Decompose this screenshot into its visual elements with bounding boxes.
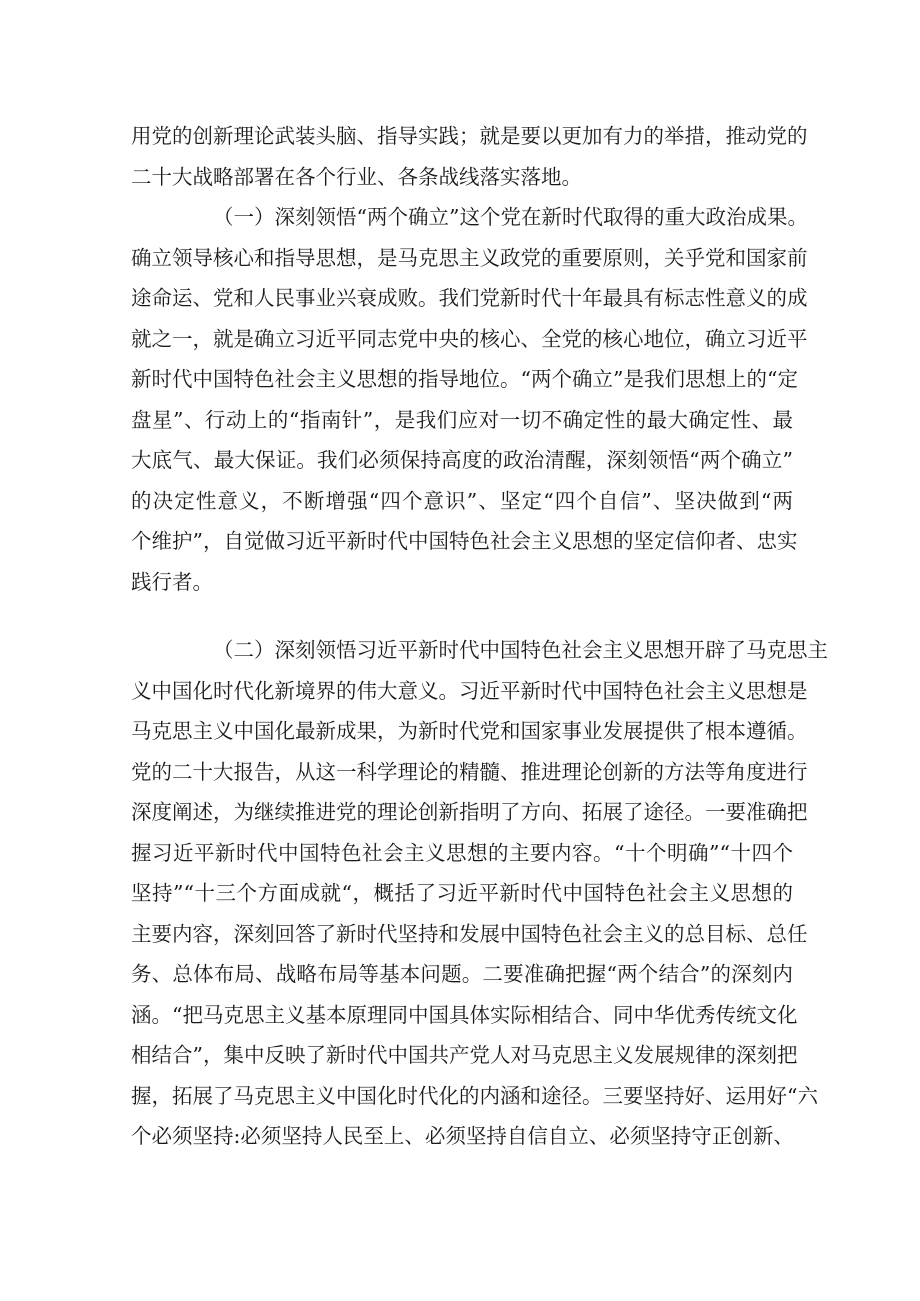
text-line: 握习近平新时代中国特色社会主义思想的主要内容。“十个明确”“十四个 bbox=[131, 840, 793, 865]
paragraph-continuation bbox=[131, 116, 808, 197]
text-line: 途命运、党和人民事业兴衰成败。我们党新时代十年最具有标志性意义的成 bbox=[131, 286, 808, 310]
paragraph-section-one bbox=[131, 197, 808, 602]
text-line: 用党的创新理论武装头脑、指导实践；就是要以更加有力的举措，推动党的 bbox=[131, 124, 808, 148]
text-line: 个维护”，自觉做习近平新时代中国特色社会主义思想的坚定信仰者、忠实 bbox=[131, 529, 798, 553]
text-line: 新时代中国特色社会主义思想的指导地位。“两个确立”是我们思想上的“定 bbox=[131, 367, 798, 391]
section-heading-line: （二）深刻领悟习近平新时代中国特色社会主义思想开辟了马克思主 bbox=[213, 638, 828, 662]
text-line: 个必须坚持:必须坚持人民至上、必须坚持自信自立、必须坚持守正创新、 bbox=[131, 1124, 794, 1148]
text-line: 党的二十大报告，从这一科学理论的精髓、推进理论创新的方法等角度进行 bbox=[131, 759, 808, 784]
text-line: 涵。“把马克思主义基本原理同中国具体实际相结合、同中华优秀传统文化 bbox=[131, 1002, 798, 1027]
paragraph-section-two bbox=[131, 630, 828, 1157]
text-line: 践行者。 bbox=[131, 569, 213, 594]
text-line: 二十大战略部署在各个行业、各条战线落实落地。 bbox=[131, 164, 582, 189]
text-line: 坚持”“十三个方面成就“，概括了习近平新时代中国特色社会主义思想的 bbox=[131, 881, 793, 905]
text-line: 确立领导核心和指导思想，是马克思主义政党的重要原则，关乎党和国家前 bbox=[131, 245, 808, 270]
text-line: 相结合”，集中反映了新时代中国共产党人对马克思主义发展规律的深刻把 bbox=[131, 1043, 798, 1067]
text-line: 义中国化时代化新境界的伟大意义。习近平新时代中国特色社会主义思想是 bbox=[131, 678, 808, 703]
text-line: 握，拓展了马克思主义中国化时代化的内涵和途径。三要坚持好、运用好“六 bbox=[131, 1083, 818, 1108]
text-line: 就之一，就是确立习近平同志党中央的核心、全党的核心地位，确立习近平 bbox=[131, 326, 808, 351]
text-line: 马克思主义中国化最新成果，为新时代党和国家事业发展提供了根本遵循。 bbox=[131, 719, 808, 743]
text-line: 主要内容，深刻回答了新时代坚持和发展中国特色社会主义的总目标、总任 bbox=[131, 921, 808, 946]
text-line: 盘星”、行动上的“指南针”，是我们应对一切不确定性的最大确定性、最 bbox=[131, 407, 793, 432]
text-line: 的决定性意义，不断增强“四个意识”、坚定“四个自信”、坚决做到“两 bbox=[131, 488, 793, 513]
text-line: 大底气、最大保证。我们必须保持高度的政治清醒，深刻领悟“两个确立” bbox=[131, 448, 793, 472]
section-heading-line: （一）深刻领悟“两个确立”这个党在新时代取得的重大政治成果。 bbox=[213, 205, 808, 229]
text-line: 务、总体布局、战略布局等基本问题。二要准确把握“两个结合”的深刻内 bbox=[131, 962, 793, 986]
text-line: 深度阐述，为继续推进党的理论创新指明了方向、拓展了途径。一要准确把 bbox=[131, 800, 808, 824]
